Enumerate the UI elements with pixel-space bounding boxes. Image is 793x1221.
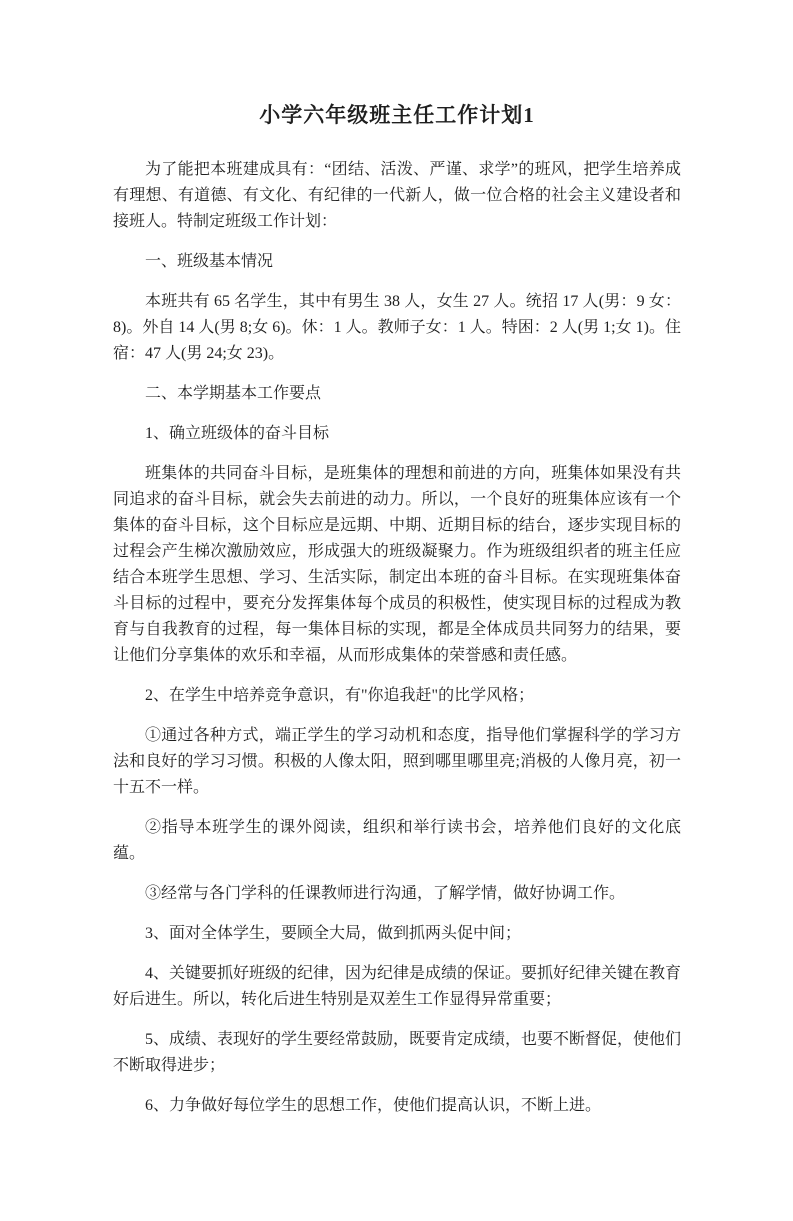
item-2-heading: 2、在学生中培养竞争意识，有"你追我赶"的比学风格；: [145, 687, 535, 704]
item-6-paragraph: 6、力争做好每位学生的思想工作，使他们提高认识，不断上进。: [145, 1097, 602, 1114]
item-1-body-paragraph: 班集体的共同奋斗目标，是班集体的理想和前进的方向，班集体如果没有共同追求的奋斗目标，就会失去前进的动力。所以，一个良好的班集体应该有一个集体的奋斗目标，这个目标应是远期、中期、近期目标的结台，逐步实现目标的过程会产生梯次激励效应，形成强大的班级凝聚力。作为班级组织者的班主任应结合本班学生思想、学习、生活实际，制定出本班的奋斗目标。在实现班集体奋斗目标的过程中，要充分发挥集体每个成员的积极性，使实现目标的过程成为教育与自我教育的过程，每一集体目标的实现，都是全体成员共同努力的结果，要让他们分享集体的欢乐和幸福，从而形成集体的荣誉感和责任感。: [113, 465, 681, 664]
section-heading-key-points: 二、本学期基本工作要点: [145, 385, 322, 402]
item-2-subpoint-1: ①通过各种方式，端正学生的学习动机和态度，指导他们掌握科学的学习方法和良好的学习习惯。积极的人像太阳，照到哪里哪里亮;消极的人像月亮，初一十五不一样。: [113, 727, 681, 796]
document-title: 小学六年级班主任工作计划1: [259, 103, 535, 127]
item-2-subpoint-3: ③经常与各门学科的任课教师进行沟通，了解学情，做好协调工作。: [145, 885, 626, 902]
item-3-paragraph: 3、面对全体学生，要顾全大局，做到抓两头促中间；: [145, 925, 522, 942]
item-1-heading: 1、确立班级体的奋斗目标: [145, 425, 330, 442]
intro-paragraph: 为了能把本班建成具有：“团结、活泼、严谨、求学”的班风，把学生培养成有理想、有道德、有文化、有纪律的一代新人，做一位合格的社会主义建设者和接班人。特制定班级工作计划：: [113, 161, 681, 230]
section-heading-class-overview: 一、班级基本情况: [145, 253, 274, 270]
class-statistics-paragraph: 本班共有 65 名学生，其中有男生 38 人，女生 27 人。统招 17 人(男：9 女：8)。外自 14 人(男 8;女 6)。休：1 人。教师子女：1 人。特困：2 人(男 1;女 1)。住宿：47 人(男 24;女 23)。: [113, 293, 681, 362]
document-page: [0, 99, 793, 1221]
item-5-paragraph: 5、成绩、表现好的学生要经常鼓励，既要肯定成绩，也要不断督促，使他们不断取得进步；: [113, 1031, 682, 1074]
item-2-subpoint-2: ②指导本班学生的课外阅读，组织和举行读书会，培养他们良好的文化底蕴。: [113, 819, 681, 862]
item-4-paragraph: 4、关键要抓好班级的纪律，因为纪律是成绩的保证。要抓好纪律关键在教育好后进生。所以，转化后进生特别是双差生工作显得异常重要；: [113, 965, 682, 1008]
